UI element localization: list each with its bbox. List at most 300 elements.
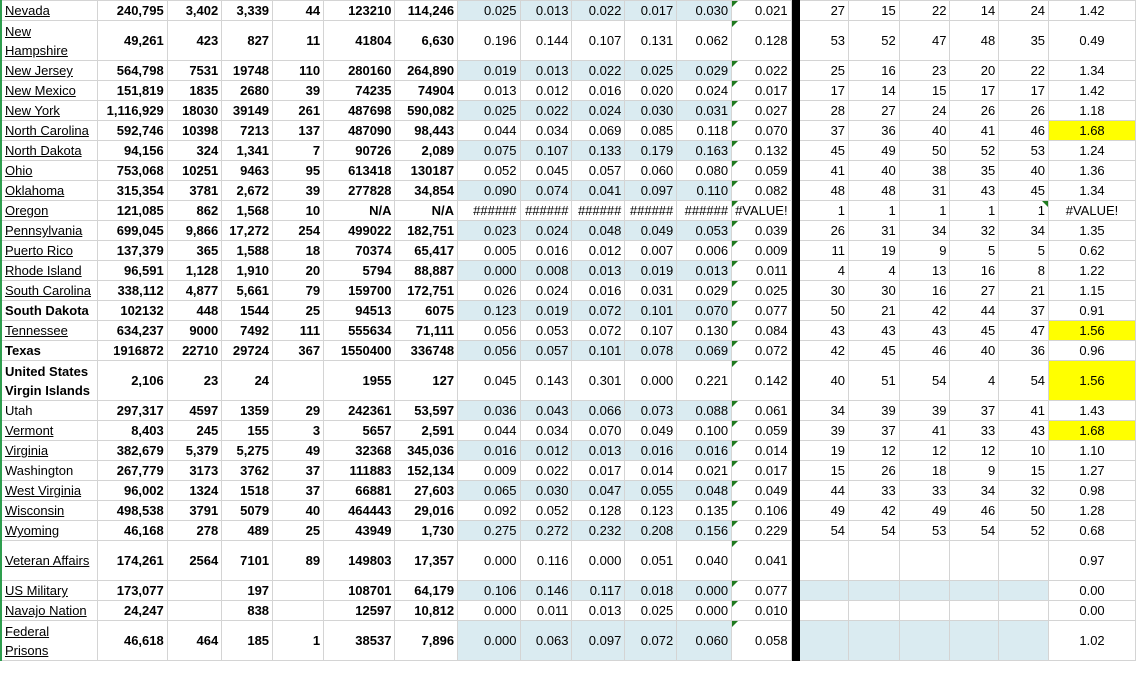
rank-cell[interactable]: 46: [999, 121, 1049, 141]
rank-cell[interactable]: 27: [950, 281, 999, 301]
jurisdiction-cell[interactable]: Utah: [1, 401, 97, 421]
rank-cell[interactable]: 20: [950, 61, 999, 81]
ratio-cell[interactable]: 0.013: [572, 261, 625, 281]
rank-cell[interactable]: 41: [899, 421, 950, 441]
ratio-cell[interactable]: 0.143: [520, 361, 572, 401]
index-score-cell[interactable]: 1.68: [1049, 421, 1136, 441]
ratio-cell[interactable]: 0.016: [625, 441, 677, 461]
count-cell[interactable]: 96,002: [97, 481, 167, 501]
count-cell[interactable]: 7492: [222, 321, 273, 341]
ratio-cell[interactable]: 0.074: [520, 181, 572, 201]
ratio-cell[interactable]: 0.056: [458, 341, 520, 361]
ratio-cell[interactable]: 0.007: [625, 241, 677, 261]
count-cell[interactable]: 336748: [395, 341, 458, 361]
ratio-cell[interactable]: 0.232: [572, 521, 625, 541]
count-cell[interactable]: 4597: [167, 401, 222, 421]
jurisdiction-link-cell[interactable]: US Military: [1, 581, 97, 601]
rank-cell[interactable]: 40: [899, 121, 950, 141]
count-cell[interactable]: 1955: [324, 361, 395, 401]
count-cell[interactable]: 111883: [324, 461, 395, 481]
rank-cell[interactable]: 37: [849, 421, 900, 441]
ratio-cell[interactable]: 0.051: [625, 541, 677, 581]
jurisdiction-link-cell[interactable]: New Jersey: [1, 61, 97, 81]
ratio-cell[interactable]: 0.110: [677, 181, 732, 201]
ratio-cell[interactable]: 0.024: [572, 101, 625, 121]
count-cell[interactable]: 7101: [222, 541, 273, 581]
ratio-cell[interactable]: 0.012: [520, 441, 572, 461]
ratio-cell[interactable]: 0.063: [520, 621, 572, 661]
ratio-cell[interactable]: 0.116: [520, 541, 572, 581]
count-cell[interactable]: 174,261: [97, 541, 167, 581]
count-cell[interactable]: 4,877: [167, 281, 222, 301]
jurisdiction-cell[interactable]: Texas: [1, 341, 97, 361]
count-cell[interactable]: 564,798: [97, 61, 167, 81]
count-cell[interactable]: 487698: [324, 101, 395, 121]
rank-cell[interactable]: 21: [849, 301, 900, 321]
ratio-cell[interactable]: 0.023: [458, 221, 520, 241]
average-ratio-cell[interactable]: 0.017: [732, 461, 792, 481]
jurisdiction-link-cell[interactable]: Oregon: [1, 201, 97, 221]
jurisdiction-cell[interactable]: United States Virgin Islands: [1, 361, 97, 401]
count-cell[interactable]: 39: [273, 81, 324, 101]
ratio-cell[interactable]: 0.022: [520, 461, 572, 481]
count-cell[interactable]: 151,819: [97, 81, 167, 101]
ratio-cell[interactable]: 0.128: [572, 501, 625, 521]
average-ratio-cell[interactable]: 0.082: [732, 181, 792, 201]
index-score-cell[interactable]: 0.91: [1049, 301, 1136, 321]
jurisdiction-link-cell[interactable]: Pennsylvania: [1, 221, 97, 241]
rank-cell[interactable]: 4: [950, 361, 999, 401]
ratio-cell[interactable]: ######: [625, 201, 677, 221]
count-cell[interactable]: 613418: [324, 161, 395, 181]
count-cell[interactable]: 6075: [395, 301, 458, 321]
ratio-cell[interactable]: 0.100: [677, 421, 732, 441]
ratio-cell[interactable]: 0.005: [458, 241, 520, 261]
ratio-cell[interactable]: 0.097: [572, 621, 625, 661]
rank-cell[interactable]: 27: [800, 1, 849, 21]
count-cell[interactable]: 7,896: [395, 621, 458, 661]
jurisdiction-link-cell[interactable]: Wyoming: [1, 521, 97, 541]
rank-cell[interactable]: [849, 541, 900, 581]
ratio-cell[interactable]: 0.024: [520, 281, 572, 301]
count-cell[interactable]: 44: [273, 1, 324, 21]
ratio-cell[interactable]: 0.031: [677, 101, 732, 121]
average-ratio-cell[interactable]: 0.022: [732, 61, 792, 81]
ratio-cell[interactable]: 0.090: [458, 181, 520, 201]
average-ratio-cell[interactable]: 0.084: [732, 321, 792, 341]
ratio-cell[interactable]: 0.000: [458, 541, 520, 581]
rank-cell[interactable]: 49: [899, 501, 950, 521]
count-cell[interactable]: 94,156: [97, 141, 167, 161]
rank-cell[interactable]: 37: [999, 301, 1049, 321]
count-cell[interactable]: 6,630: [395, 21, 458, 61]
ratio-cell[interactable]: 0.163: [677, 141, 732, 161]
ratio-cell[interactable]: 0.013: [572, 601, 625, 621]
ratio-cell[interactable]: 0.025: [458, 101, 520, 121]
rank-cell[interactable]: 36: [999, 341, 1049, 361]
count-cell[interactable]: [167, 601, 222, 621]
ratio-cell[interactable]: 0.030: [625, 101, 677, 121]
count-cell[interactable]: 8,403: [97, 421, 167, 441]
count-cell[interactable]: 74904: [395, 81, 458, 101]
count-cell[interactable]: 137: [273, 121, 324, 141]
rank-cell[interactable]: 52: [999, 521, 1049, 541]
count-cell[interactable]: 24: [222, 361, 273, 401]
index-score-cell[interactable]: 1.28: [1049, 501, 1136, 521]
ratio-cell[interactable]: 0.118: [677, 121, 732, 141]
ratio-cell[interactable]: 0.130: [677, 321, 732, 341]
ratio-cell[interactable]: 0.016: [520, 241, 572, 261]
rank-cell[interactable]: 40: [800, 361, 849, 401]
count-cell[interactable]: 185: [222, 621, 273, 661]
average-ratio-cell[interactable]: 0.061: [732, 401, 792, 421]
rank-cell[interactable]: 21: [999, 281, 1049, 301]
ratio-cell[interactable]: 0.043: [520, 401, 572, 421]
ratio-cell[interactable]: ######: [458, 201, 520, 221]
average-ratio-cell[interactable]: 0.025: [732, 281, 792, 301]
index-score-cell[interactable]: 0.68: [1049, 521, 1136, 541]
count-cell[interactable]: 365: [167, 241, 222, 261]
count-cell[interactable]: 111: [273, 321, 324, 341]
count-cell[interactable]: 90726: [324, 141, 395, 161]
count-cell[interactable]: 254: [273, 221, 324, 241]
ratio-cell[interactable]: 0.053: [520, 321, 572, 341]
count-cell[interactable]: 95: [273, 161, 324, 181]
ratio-cell[interactable]: 0.020: [625, 81, 677, 101]
ratio-cell[interactable]: 0.016: [677, 441, 732, 461]
average-ratio-cell[interactable]: 0.077: [732, 581, 792, 601]
count-cell[interactable]: 1,730: [395, 521, 458, 541]
ratio-cell[interactable]: 0.000: [458, 261, 520, 281]
ratio-cell[interactable]: 0.062: [677, 21, 732, 61]
average-ratio-cell[interactable]: #VALUE!: [732, 201, 792, 221]
rank-cell[interactable]: 53: [800, 21, 849, 61]
count-cell[interactable]: 79: [273, 281, 324, 301]
ratio-cell[interactable]: 0.078: [625, 341, 677, 361]
ratio-cell[interactable]: 0.022: [572, 1, 625, 21]
rank-cell[interactable]: 15: [999, 461, 1049, 481]
index-score-cell[interactable]: 1.15: [1049, 281, 1136, 301]
count-cell[interactable]: 159700: [324, 281, 395, 301]
count-cell[interactable]: 9463: [222, 161, 273, 181]
count-cell[interactable]: 634,237: [97, 321, 167, 341]
ratio-cell[interactable]: 0.221: [677, 361, 732, 401]
rank-cell[interactable]: 15: [849, 1, 900, 21]
count-cell[interactable]: 34,854: [395, 181, 458, 201]
rank-cell[interactable]: 45: [800, 141, 849, 161]
count-cell[interactable]: 245: [167, 421, 222, 441]
count-cell[interactable]: 64,179: [395, 581, 458, 601]
count-cell[interactable]: [273, 361, 324, 401]
ratio-cell[interactable]: ######: [677, 201, 732, 221]
rank-cell[interactable]: 14: [849, 81, 900, 101]
count-cell[interactable]: 5079: [222, 501, 273, 521]
ratio-cell[interactable]: 0.041: [572, 181, 625, 201]
jurisdiction-link-cell[interactable]: Nevada: [1, 1, 97, 21]
rank-cell[interactable]: [999, 581, 1049, 601]
rank-cell[interactable]: 17: [999, 81, 1049, 101]
count-cell[interactable]: 338,112: [97, 281, 167, 301]
rank-cell[interactable]: 23: [899, 61, 950, 81]
rank-cell[interactable]: [800, 581, 849, 601]
ratio-cell[interactable]: 0.106: [458, 581, 520, 601]
rank-cell[interactable]: 4: [800, 261, 849, 281]
count-cell[interactable]: 10251: [167, 161, 222, 181]
jurisdiction-link-cell[interactable]: West Virginia: [1, 481, 97, 501]
rank-cell[interactable]: 45: [849, 341, 900, 361]
count-cell[interactable]: 121,085: [97, 201, 167, 221]
count-cell[interactable]: 555634: [324, 321, 395, 341]
ratio-cell[interactable]: 0.060: [625, 161, 677, 181]
count-cell[interactable]: 3,339: [222, 1, 273, 21]
jurisdiction-link-cell[interactable]: Veteran Affairs: [1, 541, 97, 581]
rank-cell[interactable]: 52: [950, 141, 999, 161]
count-cell[interactable]: 1550400: [324, 341, 395, 361]
ratio-cell[interactable]: 0.024: [677, 81, 732, 101]
jurisdiction-cell[interactable]: Washington: [1, 461, 97, 481]
count-cell[interactable]: 25: [273, 301, 324, 321]
count-cell[interactable]: 19748: [222, 61, 273, 81]
count-cell[interactable]: 110: [273, 61, 324, 81]
count-cell[interactable]: 40: [273, 501, 324, 521]
count-cell[interactable]: 1,568: [222, 201, 273, 221]
count-cell[interactable]: 699,045: [97, 221, 167, 241]
rank-cell[interactable]: [950, 541, 999, 581]
rank-cell[interactable]: [950, 601, 999, 621]
ratio-cell[interactable]: 0.044: [458, 421, 520, 441]
ratio-cell[interactable]: 0.040: [677, 541, 732, 581]
ratio-cell[interactable]: 0.049: [625, 421, 677, 441]
rank-cell[interactable]: 9: [950, 461, 999, 481]
count-cell[interactable]: 25: [273, 521, 324, 541]
count-cell[interactable]: 9,866: [167, 221, 222, 241]
count-cell[interactable]: 172,751: [395, 281, 458, 301]
rank-cell[interactable]: 32: [999, 481, 1049, 501]
rank-cell[interactable]: 54: [800, 521, 849, 541]
count-cell[interactable]: 590,082: [395, 101, 458, 121]
count-cell[interactable]: 182,751: [395, 221, 458, 241]
ratio-cell[interactable]: 0.097: [625, 181, 677, 201]
count-cell[interactable]: 498,538: [97, 501, 167, 521]
count-cell[interactable]: [167, 581, 222, 601]
rank-cell[interactable]: 50: [999, 501, 1049, 521]
rank-cell[interactable]: 41: [999, 401, 1049, 421]
average-ratio-cell[interactable]: 0.021: [732, 1, 792, 21]
rank-cell[interactable]: 47: [999, 321, 1049, 341]
rank-cell[interactable]: 40: [999, 161, 1049, 181]
rank-cell[interactable]: 39: [800, 421, 849, 441]
rank-cell[interactable]: [849, 581, 900, 601]
count-cell[interactable]: 2,106: [97, 361, 167, 401]
count-cell[interactable]: 197: [222, 581, 273, 601]
average-ratio-cell[interactable]: 0.142: [732, 361, 792, 401]
ratio-cell[interactable]: 0.016: [458, 441, 520, 461]
rank-cell[interactable]: 37: [800, 121, 849, 141]
rank-cell[interactable]: 32: [950, 221, 999, 241]
ratio-cell[interactable]: 0.017: [572, 461, 625, 481]
count-cell[interactable]: 29,016: [395, 501, 458, 521]
ratio-cell[interactable]: 0.013: [458, 81, 520, 101]
rank-cell[interactable]: [899, 601, 950, 621]
average-ratio-cell[interactable]: 0.072: [732, 341, 792, 361]
rank-cell[interactable]: 39: [899, 401, 950, 421]
count-cell[interactable]: 23: [167, 361, 222, 401]
average-ratio-cell[interactable]: 0.049: [732, 481, 792, 501]
ratio-cell[interactable]: 0.069: [572, 121, 625, 141]
rank-cell[interactable]: 43: [849, 321, 900, 341]
ratio-cell[interactable]: 0.123: [625, 501, 677, 521]
count-cell[interactable]: 592,746: [97, 121, 167, 141]
count-cell[interactable]: 9000: [167, 321, 222, 341]
count-cell[interactable]: 11: [273, 21, 324, 61]
ratio-cell[interactable]: 0.031: [625, 281, 677, 301]
rank-cell[interactable]: 12: [899, 441, 950, 461]
count-cell[interactable]: 17,272: [222, 221, 273, 241]
count-cell[interactable]: 3762: [222, 461, 273, 481]
rank-cell[interactable]: [999, 541, 1049, 581]
ratio-cell[interactable]: ######: [520, 201, 572, 221]
ratio-cell[interactable]: ######: [572, 201, 625, 221]
rank-cell[interactable]: 26: [800, 221, 849, 241]
count-cell[interactable]: 464443: [324, 501, 395, 521]
ratio-cell[interactable]: 0.006: [677, 241, 732, 261]
ratio-cell[interactable]: 0.000: [458, 601, 520, 621]
count-cell[interactable]: 1,910: [222, 261, 273, 281]
rank-cell[interactable]: 1: [999, 201, 1049, 221]
ratio-cell[interactable]: 0.072: [572, 301, 625, 321]
count-cell[interactable]: 152,134: [395, 461, 458, 481]
ratio-cell[interactable]: 0.133: [572, 141, 625, 161]
count-cell[interactable]: 27,603: [395, 481, 458, 501]
index-score-cell[interactable]: 0.00: [1049, 601, 1136, 621]
rank-cell[interactable]: 15: [899, 81, 950, 101]
count-cell[interactable]: 838: [222, 601, 273, 621]
average-ratio-cell[interactable]: 0.027: [732, 101, 792, 121]
rank-cell[interactable]: 10: [999, 441, 1049, 461]
rank-cell[interactable]: 43: [950, 181, 999, 201]
count-cell[interactable]: 12597: [324, 601, 395, 621]
average-ratio-cell[interactable]: 0.041: [732, 541, 792, 581]
count-cell[interactable]: 753,068: [97, 161, 167, 181]
count-cell[interactable]: 18030: [167, 101, 222, 121]
rank-cell[interactable]: [800, 541, 849, 581]
rank-cell[interactable]: 24: [999, 1, 1049, 21]
count-cell[interactable]: 261: [273, 101, 324, 121]
rank-cell[interactable]: 41: [800, 161, 849, 181]
ratio-cell[interactable]: 0.075: [458, 141, 520, 161]
rank-cell[interactable]: 22: [999, 61, 1049, 81]
count-cell[interactable]: 448: [167, 301, 222, 321]
jurisdiction-link-cell[interactable]: South Carolina: [1, 281, 97, 301]
jurisdiction-link-cell[interactable]: North Dakota: [1, 141, 97, 161]
rank-cell[interactable]: [999, 601, 1049, 621]
rank-cell[interactable]: 50: [899, 141, 950, 161]
ratio-cell[interactable]: 0.000: [458, 621, 520, 661]
ratio-cell[interactable]: 0.123: [458, 301, 520, 321]
rank-cell[interactable]: [999, 621, 1049, 661]
ratio-cell[interactable]: 0.080: [677, 161, 732, 181]
jurisdiction-link-cell[interactable]: Rhode Island: [1, 261, 97, 281]
count-cell[interactable]: 39149: [222, 101, 273, 121]
rank-cell[interactable]: 48: [849, 181, 900, 201]
jurisdiction-link-cell[interactable]: Oklahoma: [1, 181, 97, 201]
index-score-cell[interactable]: 1.34: [1049, 61, 1136, 81]
rank-cell[interactable]: 31: [899, 181, 950, 201]
index-score-cell[interactable]: 1.18: [1049, 101, 1136, 121]
count-cell[interactable]: 5794: [324, 261, 395, 281]
count-cell[interactable]: 94513: [324, 301, 395, 321]
index-score-cell[interactable]: 1.56: [1049, 321, 1136, 341]
count-cell[interactable]: 3: [273, 421, 324, 441]
rank-cell[interactable]: 15: [800, 461, 849, 481]
ratio-cell[interactable]: 0.034: [520, 421, 572, 441]
count-cell[interactable]: 49: [273, 441, 324, 461]
ratio-cell[interactable]: 0.013: [520, 61, 572, 81]
rank-cell[interactable]: 42: [800, 341, 849, 361]
average-ratio-cell[interactable]: 0.011: [732, 261, 792, 281]
jurisdiction-link-cell[interactable]: Virginia: [1, 441, 97, 461]
rank-cell[interactable]: 44: [950, 301, 999, 321]
count-cell[interactable]: 98,443: [395, 121, 458, 141]
count-cell[interactable]: 173,077: [97, 581, 167, 601]
ratio-cell[interactable]: 0.072: [572, 321, 625, 341]
count-cell[interactable]: 46,618: [97, 621, 167, 661]
count-cell[interactable]: 7: [273, 141, 324, 161]
rank-cell[interactable]: 26: [950, 101, 999, 121]
rank-cell[interactable]: 19: [800, 441, 849, 461]
ratio-cell[interactable]: 0.049: [625, 221, 677, 241]
rank-cell[interactable]: 35: [999, 21, 1049, 61]
count-cell[interactable]: 489: [222, 521, 273, 541]
count-cell[interactable]: 29724: [222, 341, 273, 361]
rank-cell[interactable]: 1: [849, 201, 900, 221]
count-cell[interactable]: 24,247: [97, 601, 167, 621]
average-ratio-cell[interactable]: 0.014: [732, 441, 792, 461]
count-cell[interactable]: 423: [167, 21, 222, 61]
count-cell[interactable]: 37: [273, 461, 324, 481]
count-cell[interactable]: 130187: [395, 161, 458, 181]
ratio-cell[interactable]: 0.156: [677, 521, 732, 541]
index-score-cell[interactable]: 0.98: [1049, 481, 1136, 501]
count-cell[interactable]: 1,128: [167, 261, 222, 281]
count-cell[interactable]: 102132: [97, 301, 167, 321]
count-cell[interactable]: 88,887: [395, 261, 458, 281]
count-cell[interactable]: 53,597: [395, 401, 458, 421]
count-cell[interactable]: 7213: [222, 121, 273, 141]
count-cell[interactable]: 71,111: [395, 321, 458, 341]
count-cell[interactable]: 3173: [167, 461, 222, 481]
count-cell[interactable]: 10: [273, 201, 324, 221]
ratio-cell[interactable]: 0.029: [677, 61, 732, 81]
count-cell[interactable]: 240,795: [97, 1, 167, 21]
rank-cell[interactable]: 42: [849, 501, 900, 521]
rank-cell[interactable]: 54: [899, 361, 950, 401]
index-score-cell[interactable]: 1.10: [1049, 441, 1136, 461]
ratio-cell[interactable]: 0.052: [458, 161, 520, 181]
index-score-cell[interactable]: 0.96: [1049, 341, 1136, 361]
rank-cell[interactable]: [950, 621, 999, 661]
count-cell[interactable]: 108701: [324, 581, 395, 601]
count-cell[interactable]: [273, 601, 324, 621]
count-cell[interactable]: 149803: [324, 541, 395, 581]
rank-cell[interactable]: [849, 621, 900, 661]
ratio-cell[interactable]: 0.044: [458, 121, 520, 141]
ratio-cell[interactable]: 0.014: [625, 461, 677, 481]
count-cell[interactable]: 862: [167, 201, 222, 221]
ratio-cell[interactable]: 0.016: [572, 81, 625, 101]
count-cell[interactable]: 464: [167, 621, 222, 661]
count-cell[interactable]: 43949: [324, 521, 395, 541]
